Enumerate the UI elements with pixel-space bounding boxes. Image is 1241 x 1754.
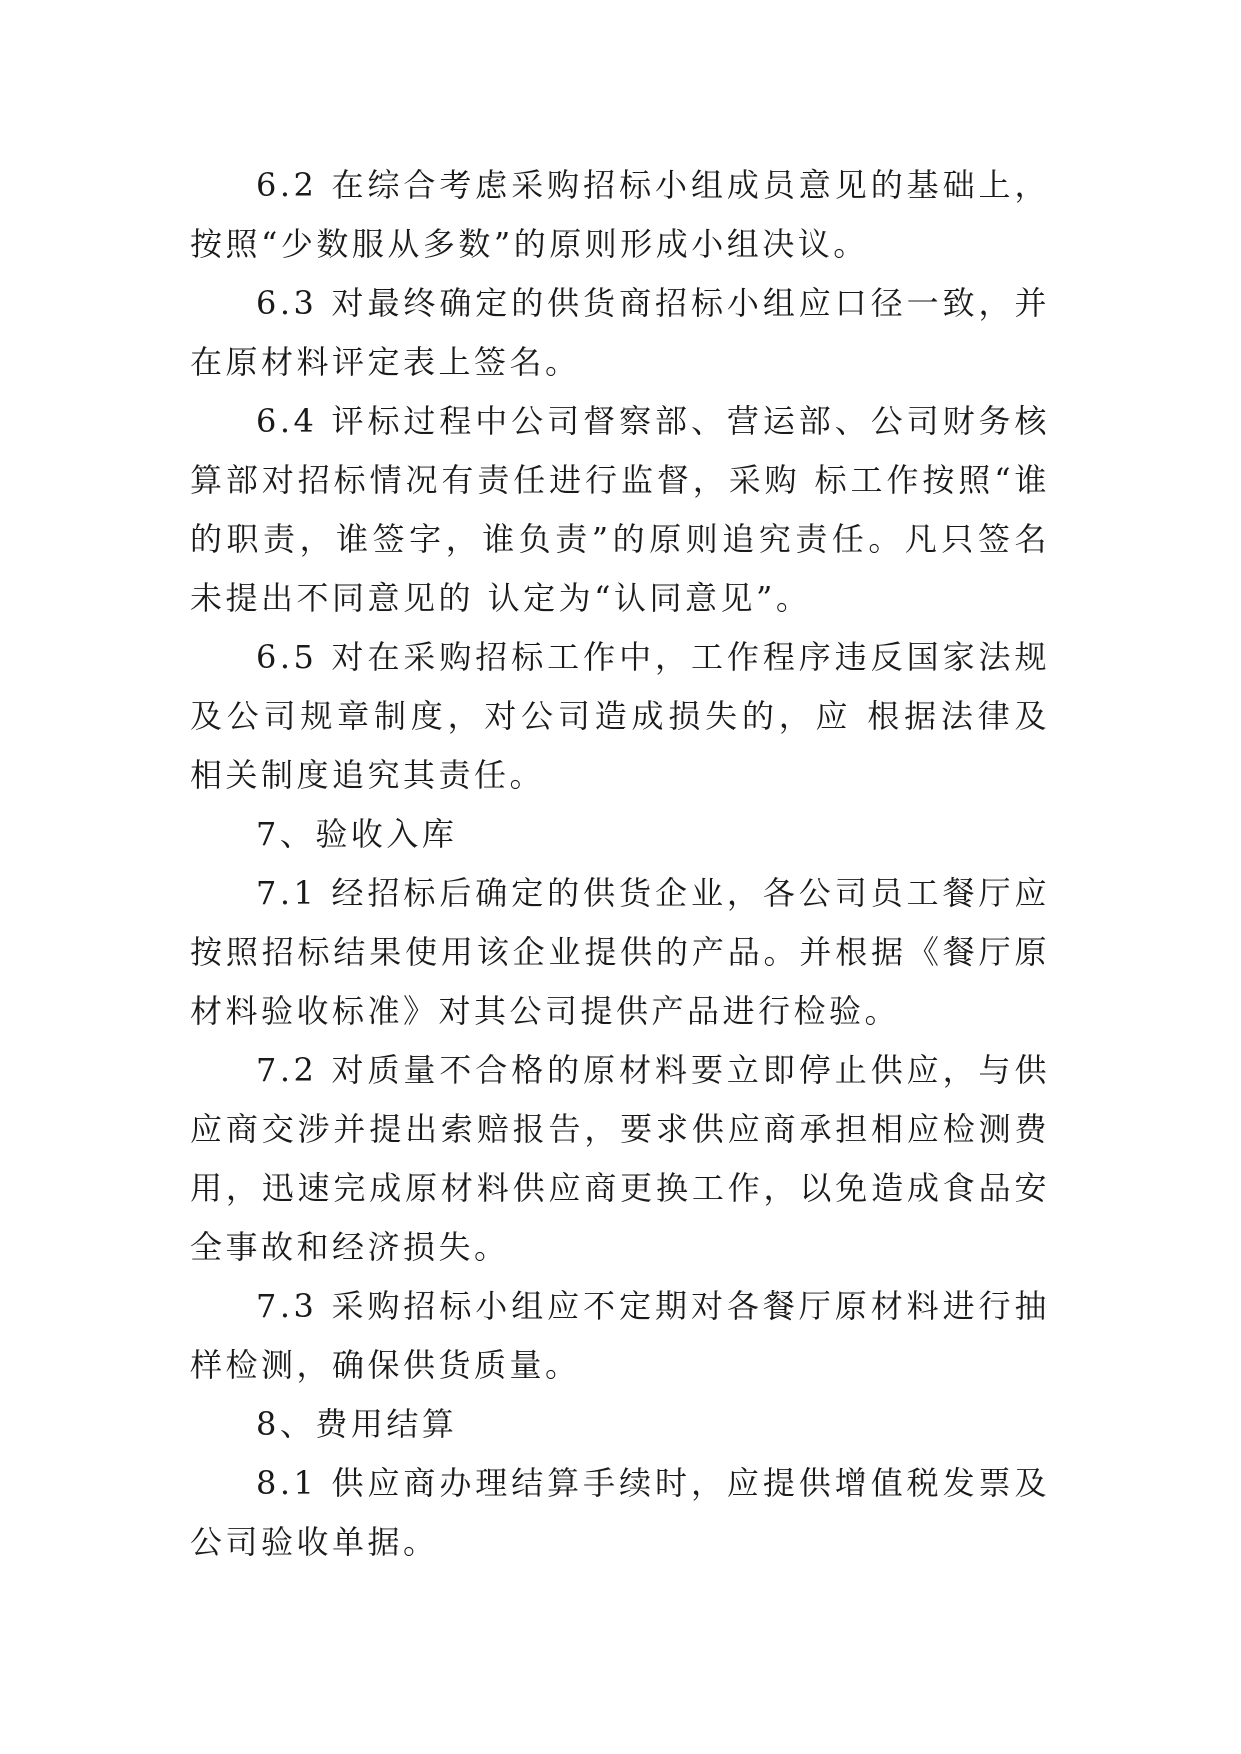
paragraph-6-4: 6.4 评标过程中公司督察部、营运部、公司财务核算部对招标情况有责任进行监督，采购 标工作按照“谁的职责，谁签字，谁负责”的原则追究责任。凡只签名未提出不同意见的 认定为“认同意见”。 — [190, 402, 1050, 617]
paragraph-6-2: 6.2 在综合考虑采购招标小组成员意见的基础上，按照“少数服从多数”的原则形成小组决议。 — [190, 166, 1050, 263]
section-heading-7: 7、验收入库 — [256, 815, 458, 853]
paragraph-7-2: 7.2 对质量不合格的原材料要立即停止供应，与供应商交涉并提出索赔报告，要求供应商承担相应检测费用，迅速完成原材料供应商更换工作，以免造成食品安全事故和经济损失。 — [190, 1051, 1050, 1266]
paragraph-7-3: 7.3 采购招标小组应不定期对各餐厅原材料进行抽样检测，确保供货质量。 — [190, 1287, 1050, 1384]
paragraph-6-3: 6.3 对最终确定的供货商招标小组应口径一致，并在原材料评定表上签名。 — [190, 284, 1050, 381]
paragraph-7-1: 7.1 经招标后确定的供货企业，各公司员工餐厅应按照招标结果使用该企业提供的产品。并根据《餐厅原材料验收标准》对其公司提供产品进行检验。 — [190, 874, 1050, 1030]
document-page — [190, 156, 1050, 1572]
section-heading-8: 8、费用结算 — [256, 1405, 458, 1443]
paragraph-8-1: 8.1 供应商办理结算手续时，应提供增值税发票及公司验收单据。 — [190, 1464, 1050, 1561]
paragraph-6-5: 6.5 对在采购招标工作中，工作程序违反国家法规及公司规章制度，对公司造成损失的，应 根据法律及相关制度追究其责任。 — [190, 638, 1050, 794]
